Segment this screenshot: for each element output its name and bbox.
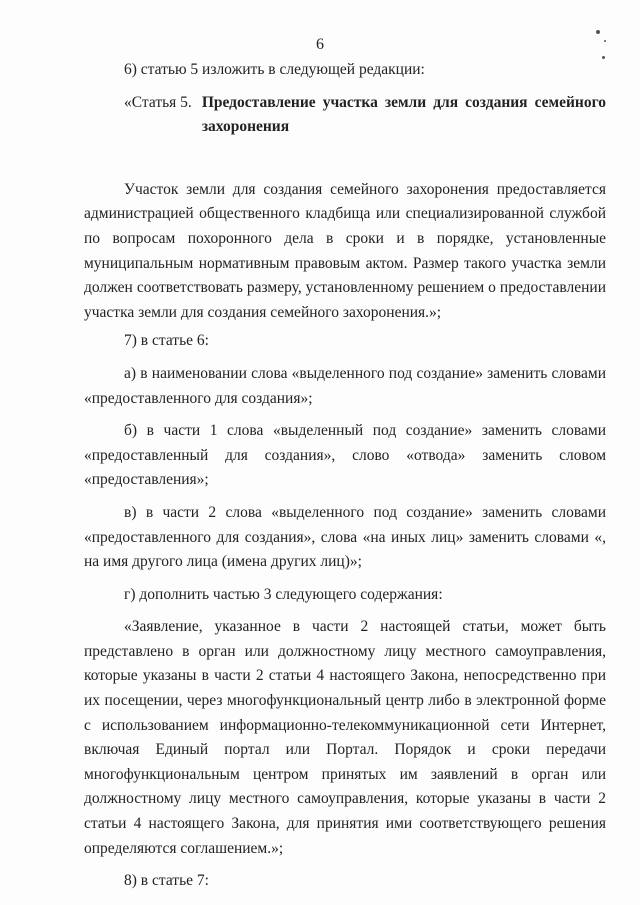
- article-5-body: Участок земли для создания семейного захоронения предоставляется администрацией общественного кладбища или специализированной службой по вопросам похоронного дела в сроки и в порядке, установленные муниципальным нормативным правовым актом. Размер такого участка земли должен соответствовать размеру, установленному решением о предоставлении участка земли для создания семейного захоронения.»;: [84, 180, 606, 321]
- article-5-prefix: «Статья 5.: [124, 93, 192, 111]
- article-5-heading: [84, 91, 606, 140]
- item-8-intro: 8) в статье 7:: [124, 872, 209, 890]
- item-7-b: б) в части 1 слова «выделенный под создание» заменить словами «предоставленный для создания», слово «отвода» заменить словом «предоставления»;: [84, 422, 606, 489]
- item-7-a: а) в наименовании слова «выделенного под создание» заменить словами «предоставленного для создания»;: [84, 364, 606, 407]
- item-7-g: г) дополнить частью 3 следующего содержания:: [124, 585, 443, 603]
- scan-speck: [596, 30, 600, 34]
- item-6-intro: 6) статью 5 изложить в следующей редакции:: [124, 61, 425, 78]
- article-5-title: Предоставление участка земли для создания семейного захоронения: [201, 93, 606, 136]
- page-number: 6: [316, 36, 324, 53]
- item-7-intro: 7) в статье 6:: [124, 332, 209, 350]
- item-7-v: в) в части 2 слова «выделенного под создание» заменить словами «предоставленного для создания», слова «на иных лиц» заменить словами «, на имя другого лица (имена других лиц)»;: [84, 503, 606, 571]
- part-3-text: «Заявление, указанное в части 2 настоящей статьи, может быть представлено в орган или должностному лицу местного самоуправления, которые указаны в части 2 статьи 4 настоящего Закона, непосредственно при их посещении, через многофункциональный центр либо в электронной форме с использованием информационно-телекоммуникационной сети Интернет, включая Единый портал или Портал. Порядок и сроки передачи многофункциональным центром принятых им заявлений в орган или должностному лицу местного самоуправления, которые указаны в части 2 статьи 4 настоящего Закона, для принятия ими соответствующего решения определяются соглашением.»;: [84, 618, 606, 857]
- document-body: [84, 58, 606, 894]
